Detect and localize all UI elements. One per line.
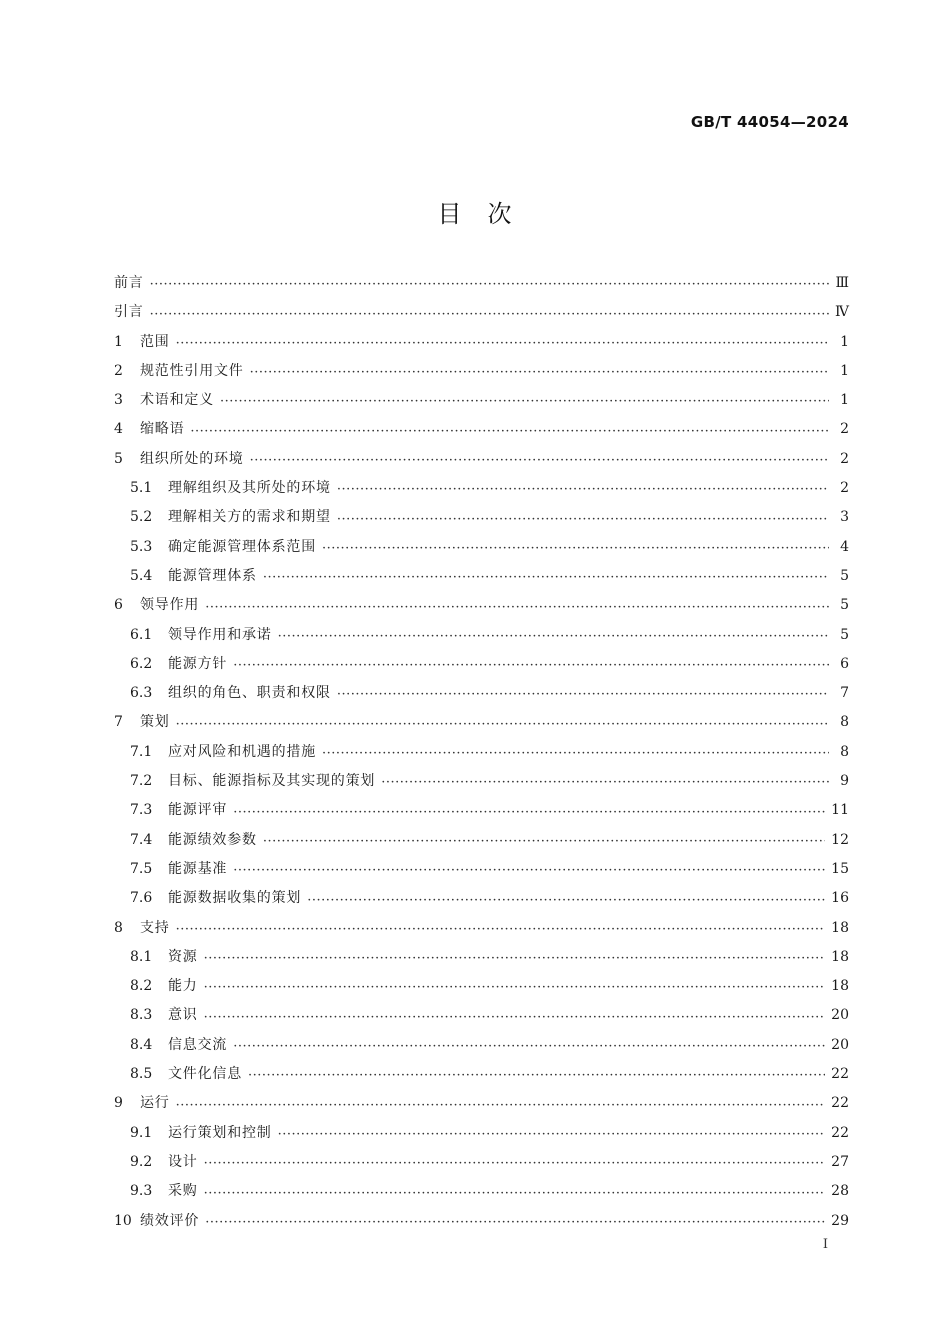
toc-entry[interactable] [114, 1001, 849, 1030]
toc-entry-page: 1 [840, 333, 849, 350]
toc-entry-number: 8 [114, 919, 123, 936]
table-of-contents [114, 269, 849, 1236]
toc-entry-label: 组织所处的环境 [140, 450, 244, 467]
toc-leader-dots [220, 386, 829, 415]
toc-entry-label: 能源方针 [168, 655, 228, 672]
toc-leader-dots [150, 269, 829, 298]
toc-entry-page: 1 [840, 362, 849, 379]
toc-leader-dots [204, 972, 826, 1001]
toc-entry-page: 2 [840, 421, 849, 438]
toc-entry[interactable] [114, 914, 849, 943]
toc-entry-number: 7.3 [130, 802, 153, 819]
toc-entry[interactable] [114, 328, 849, 357]
toc-leader-dots [278, 621, 829, 650]
toc-entry-label: 文件化信息 [168, 1066, 242, 1083]
toc-entry[interactable] [114, 357, 849, 386]
toc-entry-number: 8.4 [130, 1036, 153, 1053]
toc-entry-label: 规范性引用文件 [140, 362, 244, 379]
toc-leader-dots [250, 445, 829, 474]
toc-leader-dots [337, 503, 829, 532]
toc-leader-dots [176, 328, 829, 357]
toc-entry-label: 理解相关方的需求和期望 [168, 509, 331, 526]
toc-leader-dots [204, 943, 826, 972]
toc-entry-number: 8.1 [130, 948, 153, 965]
toc-entry-label: 运行 [140, 1095, 170, 1112]
toc-entry-number: 6.1 [130, 626, 153, 643]
toc-leader-dots [263, 562, 829, 591]
toc-entry-number: 6.3 [130, 685, 153, 702]
toc-entry-label: 应对风险和机遇的措施 [168, 743, 316, 760]
toc-entry[interactable] [114, 972, 849, 1001]
toc-entry[interactable] [114, 298, 849, 327]
toc-leader-dots [278, 1119, 826, 1148]
toc-entry-page: 27 [831, 1153, 849, 1170]
toc-entry-label: 能源评审 [168, 802, 228, 819]
toc-leader-dots [204, 1177, 826, 1206]
toc-entry[interactable] [114, 943, 849, 972]
toc-entry-number: 9.3 [130, 1183, 153, 1200]
toc-entry[interactable] [114, 1119, 849, 1148]
toc-entry-number: 9 [114, 1095, 123, 1112]
toc-entry-number: 3 [114, 392, 123, 409]
toc-entry-page: 16 [831, 890, 849, 907]
toc-entry-number: 7.1 [130, 743, 153, 760]
toc-entry[interactable] [114, 1177, 849, 1206]
toc-leader-dots [322, 533, 829, 562]
toc-entry[interactable] [114, 855, 849, 884]
toc-entry-number: 5 [114, 450, 123, 467]
toc-entry[interactable] [114, 796, 849, 825]
toc-entry-page: 29 [831, 1212, 849, 1229]
toc-entry-number: 9.1 [130, 1124, 153, 1141]
toc-entry[interactable] [114, 474, 849, 503]
toc-entry-number: 6.2 [130, 655, 153, 672]
toc-leader-dots [176, 914, 826, 943]
toc-entry-label: 理解组织及其所处的环境 [168, 480, 331, 497]
toc-entry[interactable] [114, 1031, 849, 1060]
toc-entry-label: 意识 [168, 1007, 198, 1024]
toc-entry[interactable] [114, 415, 849, 444]
toc-entry-label: 支持 [140, 919, 170, 936]
standard-code: GB/T 44054—2024 [690, 113, 849, 131]
toc-entry-page: 28 [831, 1183, 849, 1200]
toc-entry[interactable] [114, 533, 849, 562]
toc-entry-page: 22 [831, 1124, 849, 1141]
toc-entry-page: 5 [840, 626, 849, 643]
toc-entry-label: 前言 [114, 275, 144, 291]
toc-entry-label: 信息交流 [168, 1036, 228, 1053]
toc-entry-label: 能源基准 [168, 860, 228, 877]
toc-entry-page: Ⅳ [835, 304, 849, 321]
toc-entry[interactable] [114, 386, 849, 415]
toc-leader-dots [337, 679, 829, 708]
toc-entry-page: Ⅲ [835, 275, 849, 291]
toc-leader-dots [322, 738, 829, 767]
toc-leader-dots [307, 884, 825, 913]
toc-entry-page: 6 [840, 655, 849, 672]
toc-entry[interactable] [114, 503, 849, 532]
toc-entry[interactable] [114, 650, 849, 679]
toc-leader-dots [205, 591, 829, 620]
toc-entry-label: 缩略语 [140, 421, 185, 438]
toc-entry-page: 9 [840, 773, 849, 790]
toc-entry-label: 领导作用 [140, 597, 200, 614]
toc-entry-number: 5.2 [130, 509, 153, 526]
toc-leader-dots [250, 357, 829, 386]
toc-leader-dots [176, 1089, 826, 1118]
toc-entry-label: 组织的角色、职责和权限 [168, 685, 331, 702]
toc-entry-label: 能源管理体系 [168, 567, 257, 584]
toc-entry-page: 8 [840, 714, 849, 731]
toc-entry[interactable] [114, 708, 849, 737]
toc-entry-number: 7.6 [130, 890, 153, 907]
toc-entry-page: 18 [831, 948, 849, 965]
toc-leader-dots [233, 796, 825, 825]
page-number: Ⅰ [822, 1237, 828, 1252]
toc-entry-number: 6 [114, 597, 123, 614]
toc-entry-number: 7.2 [130, 773, 153, 790]
toc-entry-page: 1 [840, 392, 849, 409]
toc-entry[interactable] [114, 738, 849, 767]
toc-entry-number: 5.4 [130, 567, 153, 584]
toc-leader-dots [204, 1148, 826, 1177]
toc-leader-dots [233, 650, 829, 679]
toc-entry-label: 设计 [168, 1153, 198, 1170]
toc-entry-label: 策划 [140, 714, 170, 731]
toc-entry-number: 9.2 [130, 1153, 153, 1170]
toc-entry-label: 绩效评价 [140, 1212, 200, 1229]
toc-entry-page: 5 [840, 567, 849, 584]
toc-entry-page: 2 [840, 450, 849, 467]
toc-entry-number: 10 [114, 1212, 132, 1229]
toc-entry-page: 12 [831, 831, 849, 848]
toc-entry[interactable] [114, 621, 849, 650]
toc-entry-page: 4 [840, 538, 849, 555]
toc-entry[interactable] [114, 826, 849, 855]
toc-entry-page: 18 [831, 978, 849, 995]
toc-entry-label: 目标、能源指标及其实现的策划 [168, 773, 376, 790]
toc-leader-dots [337, 474, 829, 503]
toc-entry-label: 术语和定义 [140, 392, 214, 409]
toc-leader-dots [263, 826, 825, 855]
toc-leader-dots [150, 298, 829, 327]
toc-leader-dots [176, 708, 829, 737]
toc-entry[interactable] [114, 591, 849, 620]
toc-entry-number: 4 [114, 421, 123, 438]
toc-entry-label: 运行策划和控制 [168, 1124, 272, 1141]
toc-title: 目 次 [437, 200, 513, 228]
toc-entry-page: 15 [831, 860, 849, 877]
toc-entry[interactable] [114, 445, 849, 474]
toc-entry-page: 5 [840, 597, 849, 614]
toc-entry-page: 20 [831, 1036, 849, 1053]
toc-entry-label: 采购 [168, 1183, 198, 1200]
toc-entry-page: 3 [840, 509, 849, 526]
toc-entry[interactable] [114, 1089, 849, 1118]
toc-leader-dots [381, 767, 829, 796]
toc-entry-number: 8.3 [130, 1007, 153, 1024]
toc-entry-number: 1 [114, 333, 123, 350]
toc-entry-page: 22 [831, 1095, 849, 1112]
toc-entry-number: 8.5 [130, 1066, 153, 1083]
toc-entry-number: 5.1 [130, 480, 153, 497]
toc-entry[interactable] [114, 269, 849, 298]
toc-entry-label: 确定能源管理体系范围 [168, 538, 316, 555]
toc-entry-number: 2 [114, 362, 123, 379]
toc-entry-number: 7 [114, 714, 123, 731]
toc-leader-dots [233, 1031, 825, 1060]
toc-entry-label: 资源 [168, 948, 198, 965]
toc-leader-dots [204, 1001, 826, 1030]
toc-leader-dots [190, 415, 829, 444]
toc-entry-label: 能源数据收集的策划 [168, 890, 302, 907]
toc-entry[interactable] [114, 1148, 849, 1177]
toc-entry-page: 20 [831, 1007, 849, 1024]
toc-entry-page: 11 [831, 802, 849, 819]
toc-entry[interactable] [114, 562, 849, 591]
toc-entry-label: 能力 [168, 978, 198, 995]
toc-leader-dots [233, 855, 825, 884]
toc-entry[interactable] [114, 1207, 849, 1236]
toc-entry-page: 8 [840, 743, 849, 760]
toc-entry-page: 7 [840, 685, 849, 702]
toc-entry-number: 8.2 [130, 978, 153, 995]
toc-entry-number: 7.4 [130, 831, 153, 848]
toc-leader-dots [248, 1060, 825, 1089]
toc-entry[interactable] [114, 1060, 849, 1089]
toc-entry[interactable] [114, 767, 849, 796]
toc-entry-label: 范围 [140, 333, 170, 350]
toc-entry-label: 引言 [114, 304, 144, 321]
toc-leader-dots [205, 1207, 825, 1236]
toc-entry[interactable] [114, 679, 849, 708]
toc-entry-number: 5.3 [130, 538, 153, 555]
toc-entry-label: 领导作用和承诺 [168, 626, 272, 643]
toc-entry-page: 22 [831, 1066, 849, 1083]
toc-entry-label: 能源绩效参数 [168, 831, 257, 848]
toc-entry[interactable] [114, 884, 849, 913]
toc-entry-page: 18 [831, 919, 849, 936]
toc-entry-page: 2 [840, 480, 849, 497]
toc-entry-number: 7.5 [130, 860, 153, 877]
